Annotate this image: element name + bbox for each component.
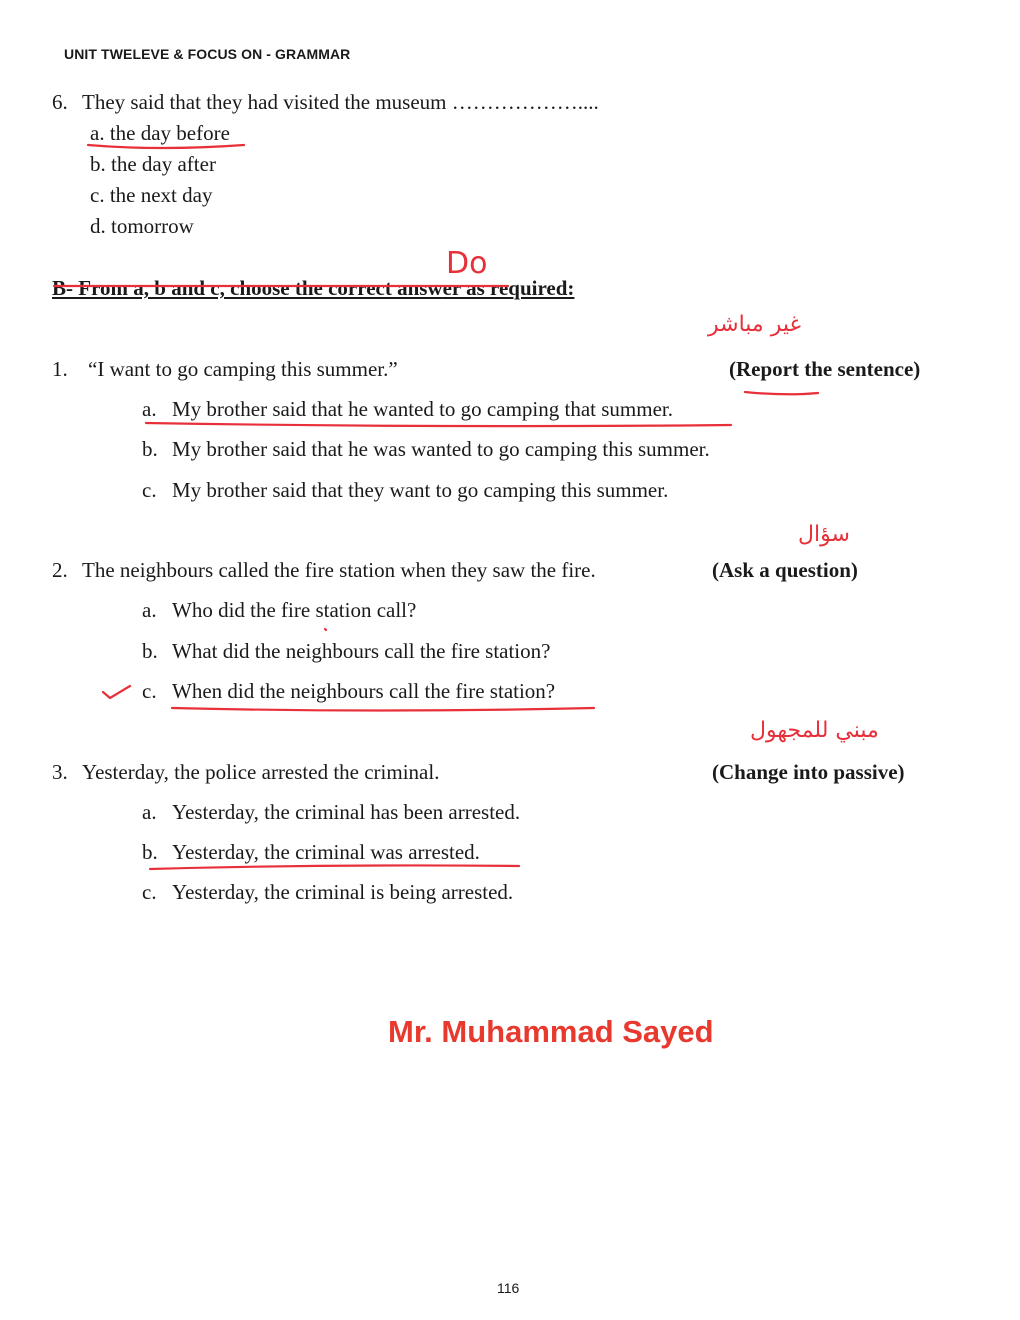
ink-checkmark-q2-c <box>103 686 130 698</box>
q3-option-a: Yesterday, the criminal has been arrested. <box>172 800 521 824</box>
q1-option-b-letter: b. <box>142 437 158 461</box>
q1-stem: “I want to go camping this summer.” <box>88 357 398 381</box>
q3-option-c: Yesterday, the criminal is being arrested. <box>172 880 514 904</box>
q3-number: 3. <box>52 760 68 784</box>
page-header: UNIT TWELEVE & FOCUS ON - GRAMMAR <box>64 46 351 62</box>
q6-option-c: c. the next day <box>90 183 213 207</box>
q3-option-a-letter: a. <box>142 800 157 824</box>
q6-option-d: d. tomorrow <box>90 214 194 238</box>
ink-underline-q1-a <box>146 423 731 426</box>
ink-underline-report-instruction <box>745 392 818 394</box>
author-signature: Mr. Muhammad Sayed <box>388 1014 714 1049</box>
q1-option-b: My brother said that he was wanted to go camping this summer. <box>172 437 710 461</box>
section-b-heading <box>52 276 574 301</box>
q3-option-b-letter: b. <box>142 840 158 864</box>
q6-option-b: b. the day after <box>90 152 216 176</box>
q2-number: 2. <box>52 558 68 582</box>
ink-dot <box>325 629 326 630</box>
q2-option-b: What did the neighbours call the fire station? <box>172 639 551 663</box>
q1-option-a: My brother said that he wanted to go camping that summer. <box>172 397 673 421</box>
annotation-q1-arabic: غير مباشر <box>708 312 801 337</box>
q3-instruction: (Change into passive) <box>712 760 905 784</box>
q2-option-a: Who did the fire station call? <box>172 598 417 622</box>
q6-option-a: a. the day before <box>90 121 230 145</box>
q3-option-c-letter: c. <box>142 880 157 904</box>
ink-underline-q2-c <box>172 708 594 711</box>
q1-option-c-letter: c. <box>142 478 157 502</box>
q2-option-a-letter: a. <box>142 598 157 622</box>
q2-option-b-letter: b. <box>142 639 158 663</box>
q1-option-a-letter: a. <box>142 397 157 421</box>
q1-number: 1. <box>52 357 68 381</box>
annotation-do: Do <box>446 246 488 281</box>
annotation-q3-arabic: مبني للمجهول <box>750 718 879 743</box>
section-b-rest-text: er as required: <box>442 276 575 300</box>
section-b-struck-text: B- From a, b and c, choose the correct answ <box>52 276 443 300</box>
q3-option-b: Yesterday, the criminal was arrested. <box>172 840 480 864</box>
q2-instruction: (Ask a question) <box>712 558 858 582</box>
ink-underline-q3-b <box>150 865 519 869</box>
q2-option-c-letter: c. <box>142 679 157 703</box>
annotation-q2-arabic: سؤال <box>798 522 850 547</box>
q6-stem: They said that they had visited the museum ……………….... <box>82 90 599 114</box>
q6-number: 6. <box>52 90 68 114</box>
q1-option-c: My brother said that they want to go camping this summer. <box>172 478 669 502</box>
q2-stem: The neighbours called the fire station when they saw the fire. <box>82 558 596 582</box>
q1-instruction: (Report the sentence) <box>729 357 921 381</box>
q2-option-c: When did the neighbours call the fire station? <box>172 679 556 703</box>
page-number: 116 <box>497 1280 520 1296</box>
q3-stem: Yesterday, the police arrested the criminal. <box>82 760 440 784</box>
